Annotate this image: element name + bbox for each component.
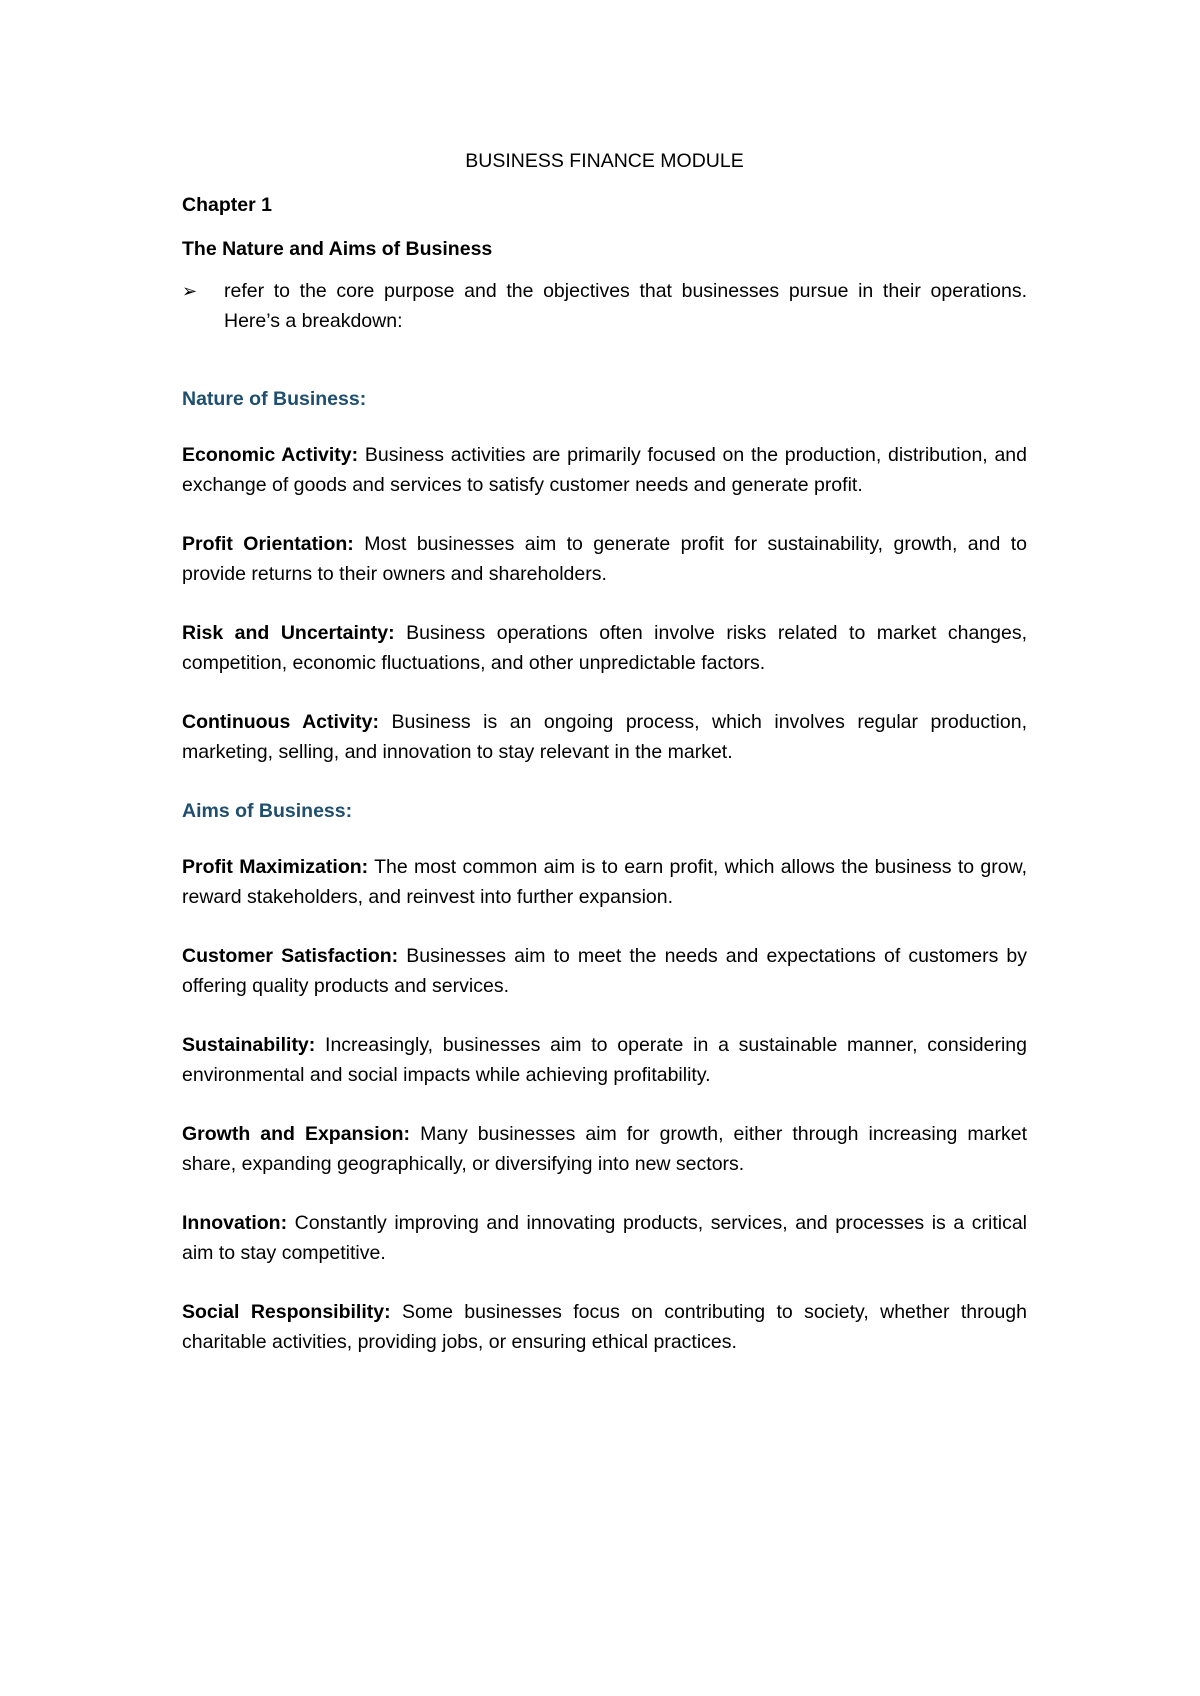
aims-item-term: Sustainability:	[182, 1034, 316, 1056]
aims-section-heading: Aims of Business:	[182, 800, 353, 822]
arrowhead-bullet-icon: ➢	[182, 281, 198, 301]
aims-item-term: Customer Satisfaction:	[182, 945, 399, 967]
nature-item-text: Business is an ongoing process, which involves regular production, marketing, selling, and innovation to stay relevant in the market.	[182, 711, 1028, 763]
nature-item	[182, 618, 1027, 678]
nature-item	[182, 707, 1027, 767]
aims-item-text: Many businesses aim for growth, either through increasing market share, expanding geographically, or diversifying into new sectors.	[182, 1123, 1027, 1175]
document-body	[182, 146, 1027, 1386]
nature-item-term: Risk and Uncertainty:	[182, 622, 395, 644]
aims-item	[182, 852, 1027, 912]
nature-item	[182, 529, 1027, 589]
nature-section-heading: Nature of Business:	[182, 388, 367, 410]
aims-item-term: Social Responsibility:	[182, 1301, 391, 1323]
aims-item-term: Innovation:	[182, 1212, 288, 1234]
nature-section-list	[182, 440, 1027, 767]
aims-section-list	[182, 852, 1027, 1357]
aims-item-text: Constantly improving and innovating products, services, and processes is a critical aim to stay competitive.	[182, 1212, 1027, 1264]
aims-item	[182, 1119, 1027, 1179]
aims-item-text: Increasingly, businesses aim to operate in a sustainable manner, considering environmental and social impacts while achieving profitability.	[182, 1034, 1027, 1086]
aims-item-text: Businesses aim to meet the needs and expectations of customers by offering quality products and services.	[182, 945, 1028, 997]
nature-item-text: Most businesses aim to generate profit for sustainability, growth, and to provide returns to their owners and shareholders.	[182, 533, 1027, 585]
nature-item-term: Economic Activity:	[182, 444, 359, 466]
aims-item-text: The most common aim is to earn profit, which allows the business to grow, reward stakeholders, and reinvest into further expansion.	[182, 856, 1027, 908]
aims-item	[182, 941, 1027, 1001]
nature-item-text: Business operations often involve risks related to market changes, competition, economic fluctuations, and other unpredictable factors.	[182, 622, 1028, 674]
aims-item	[182, 1297, 1027, 1357]
chapter-label: Chapter 1	[182, 194, 272, 216]
aims-item	[182, 1030, 1027, 1090]
intro-bullet-text: refer to the core purpose and the objectives that businesses pursue in their operations. Here’s a breakdown:	[224, 280, 1027, 332]
nature-item-term: Profit Orientation:	[182, 533, 354, 555]
document-title: BUSINESS FINANCE MODULE	[465, 150, 744, 172]
aims-item-text: Some businesses focus on contributing to society, whether through charitable activities, providing jobs, or ensuring ethical practices.	[182, 1301, 1027, 1353]
aims-item-term: Growth and Expansion:	[182, 1123, 411, 1145]
chapter-title: The Nature and Aims of Business	[182, 238, 493, 260]
nature-item-text: Business activities are primarily focused on the production, distribution, and exchange of goods and services to satisfy customer needs and generate profit.	[182, 444, 1027, 496]
aims-item-term: Profit Maximization:	[182, 856, 369, 878]
aims-item	[182, 1208, 1027, 1268]
intro-bullet	[182, 276, 1027, 336]
nature-item-term: Continuous Activity:	[182, 711, 380, 733]
nature-item	[182, 440, 1027, 500]
